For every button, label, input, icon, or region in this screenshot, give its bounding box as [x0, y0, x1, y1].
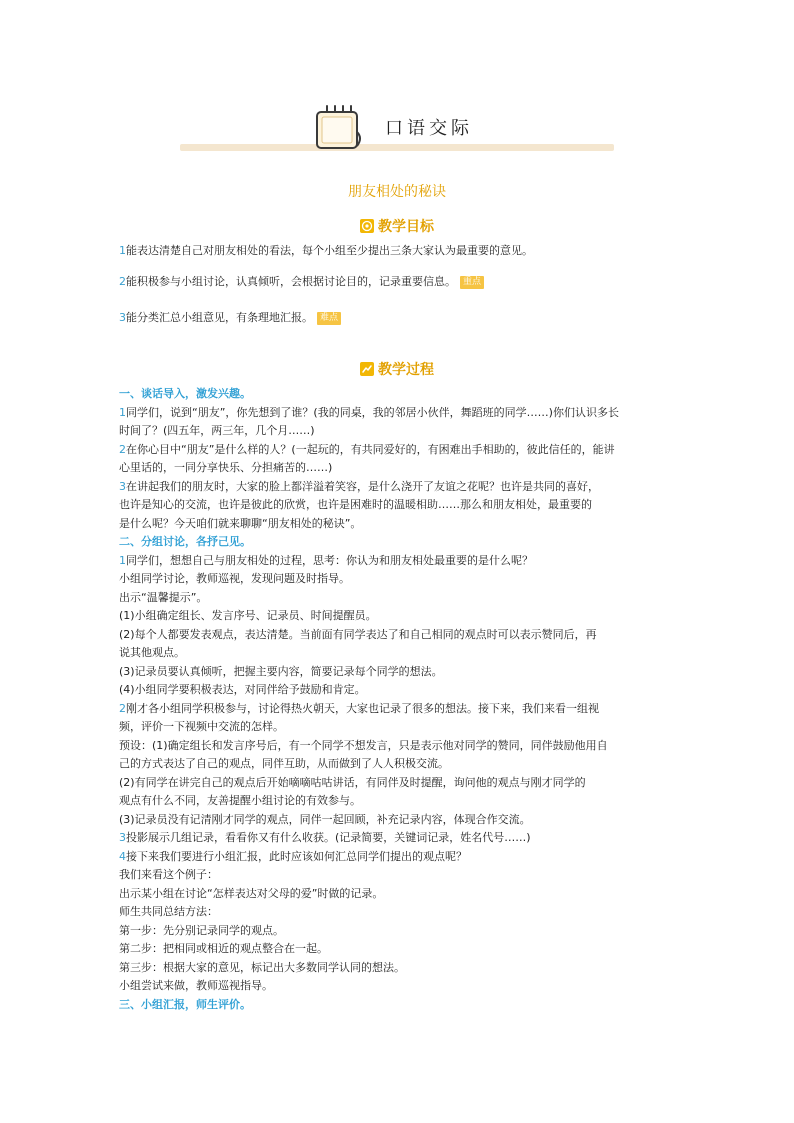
process-line [119, 700, 679, 719]
line-text: (3)记录员没有记清刚才同学的观点，同伴一起回顾，补充记录内容，体现合作交流。 [119, 812, 531, 826]
process-line [119, 718, 679, 737]
process-line [119, 848, 679, 867]
line-text: 出示某小组在讨论“怎样表达对父母的爱”时做的记录。 [119, 886, 384, 900]
notebook-icon [313, 102, 365, 152]
line-text: 我们来看这个例子： [119, 868, 218, 881]
steps-icon [360, 362, 374, 376]
line-text: 是什么呢？今天咱们就来聊聊“朋友相处的秘诀”。 [119, 516, 362, 530]
process-line [119, 885, 679, 904]
line-text: 预设：(1)确定组长和发言序号后，有一个同学不想发言，只是表示他对同学的赞同，同伴鼓励他用自 [119, 738, 608, 752]
goals-heading-text: 教学目标 [378, 219, 434, 235]
step-number: 4 [119, 849, 126, 863]
process-heading-text: 教学过程 [378, 362, 434, 378]
line-text: 同学们，说到“朋友”，你先想到了谁？(我的同桌，我的邻居小伙伴，舞蹈班的同学……)你们认识多长 [126, 405, 619, 419]
process-line [119, 496, 679, 515]
goal-number: 1 [119, 244, 126, 257]
step-number: 2 [119, 701, 126, 715]
line-text: 在你心目中“朋友”是什么样的人？(一起玩的，有共同爱好的，有困难出手相助的，彼此信任的，能讲 [126, 442, 615, 456]
line-text: 一、谈话导入，激发兴趣。 [119, 387, 251, 400]
process-line [119, 644, 679, 663]
goal-item [119, 273, 679, 292]
process-line [119, 589, 679, 608]
line-text: 三、小组汇报，师生评价。 [119, 997, 251, 1011]
line-text: 接下来我们要进行小组汇报，此时应该如何汇总同学们提出的观点呢？ [126, 849, 467, 863]
line-text: 刚才各小组同学积极参与，讨论得热火朝天，大家也记录了很多的想法。接下来，我们来看一组视 [126, 701, 599, 715]
process-line [119, 552, 679, 571]
process-line [119, 626, 679, 645]
step-number: 1 [119, 553, 126, 567]
process-line [119, 663, 679, 682]
goal-number: 2 [119, 274, 126, 288]
goals-list [119, 242, 679, 328]
line-text: 第一步：先分别记录同学的观点。 [119, 923, 284, 937]
process-line [119, 829, 679, 848]
process-line [119, 959, 679, 978]
line-text: (4)小组同学要积极表达，对同伴给予鼓励和肯定。 [119, 683, 366, 696]
line-text: 师生共同总结方法： [119, 905, 218, 918]
process-line [119, 903, 679, 922]
step-number: 3 [119, 479, 126, 493]
line-text: 己的方式表达了自己的观点，同伴互助，从而做到了人人积极交流。 [119, 757, 449, 770]
process-line [119, 570, 679, 589]
goal-item [119, 309, 679, 328]
process-subheading [119, 533, 679, 552]
process-heading [0, 359, 794, 379]
process-line [119, 755, 679, 774]
line-text: (2)有同学在讲完自己的观点后开始嘀嘀咕咕讲话，有同伴及时提醒，询问他的观点与刚才同学的 [119, 775, 586, 789]
line-text: 心里话的，一同分享快乐、分担痛苦的……) [119, 461, 333, 474]
process-line [119, 940, 679, 959]
target-icon [360, 219, 374, 233]
goal-text: 能分类汇总小组意见，有条理地汇报。 [126, 311, 313, 324]
line-text: 同学们，想想自己与朋友相处的过程，思考：你认为和朋友相处最重要的是什么呢？ [126, 553, 533, 567]
goal-text: 能积极参与小组讨论，认真倾听，会根据讨论目的，记录重要信息。 [126, 274, 456, 288]
process-line [119, 737, 679, 756]
process-line [119, 515, 679, 534]
banner-underline [180, 144, 614, 151]
line-text: 频，评价一下视频中交流的怎样。 [119, 720, 284, 733]
line-text: 也许是知心的交流，也许是彼此的欣赏，也许是困难时的温暖相助……那么和朋友相处，最重要的 [119, 498, 592, 511]
goal-number: 3 [119, 311, 126, 324]
process-line [119, 404, 679, 423]
process-body [119, 385, 679, 1014]
process-line [119, 478, 679, 497]
process-line [119, 459, 679, 478]
process-line [119, 681, 679, 700]
process-line [119, 811, 679, 830]
line-text: 小组同学讨论，教师巡视，发现问题及时指导。 [119, 572, 350, 585]
goal-text: 能表达清楚自己对朋友相处的看法，每个小组至少提出三条大家认为最重要的意见。 [126, 244, 533, 257]
line-text: 在讲起我们的朋友时，大家的脸上都洋溢着笑容，是什么浇开了友谊之花呢？也许是共同的喜好， [126, 479, 599, 493]
process-line [119, 607, 679, 626]
goals-heading [0, 216, 794, 236]
process-line [119, 977, 679, 996]
line-text: (1)小组确定组长、发言序号、记录员、时间提醒员。 [119, 609, 377, 622]
process-subheading [119, 385, 679, 404]
process-line [119, 792, 679, 811]
line-text: 第二步：把相同或相近的观点整合在一起。 [119, 942, 328, 955]
goal-tag: 重点 [460, 276, 484, 289]
line-text: 小组尝试来做，教师巡视指导。 [119, 979, 273, 992]
process-line [119, 866, 679, 885]
goal-tag: 难点 [317, 312, 341, 325]
step-number: 1 [119, 405, 126, 419]
line-text: 说其他观点。 [119, 646, 185, 659]
line-text: (3)记录员要认真倾听，把握主要内容，简要记录每个同学的想法。 [119, 664, 443, 678]
step-number: 3 [119, 831, 126, 844]
step-number: 2 [119, 442, 126, 456]
header-title: 口语交际 [385, 118, 473, 139]
process-subheading [119, 996, 679, 1015]
line-text: 出示“温馨提示”。 [119, 590, 208, 604]
process-line [119, 441, 679, 460]
line-text: 第三步：根据大家的意见，标记出大多数同学认同的想法。 [119, 960, 405, 974]
goal-item [119, 242, 679, 261]
process-line [119, 422, 679, 441]
line-text: 观点有什么不同，友善提醒小组讨论的有效参与。 [119, 794, 361, 807]
line-text: 二、分组讨论，各抒己见。 [119, 535, 251, 548]
lesson-title: 朋友相处的秘诀 [348, 184, 446, 200]
process-line [119, 774, 679, 793]
process-line [119, 922, 679, 941]
header-banner [180, 102, 614, 152]
line-text: (2)每个人都要发表观点，表达清楚。当前面有同学表达了和自己相同的观点时可以表示赞同后，再 [119, 627, 597, 641]
line-text: 投影展示几组记录，看看你又有什么收获。(记录简要，关键词记录，姓名代号……) [126, 831, 531, 844]
line-text: 时间了？(四五年，两三年，几个月……) [119, 424, 315, 437]
